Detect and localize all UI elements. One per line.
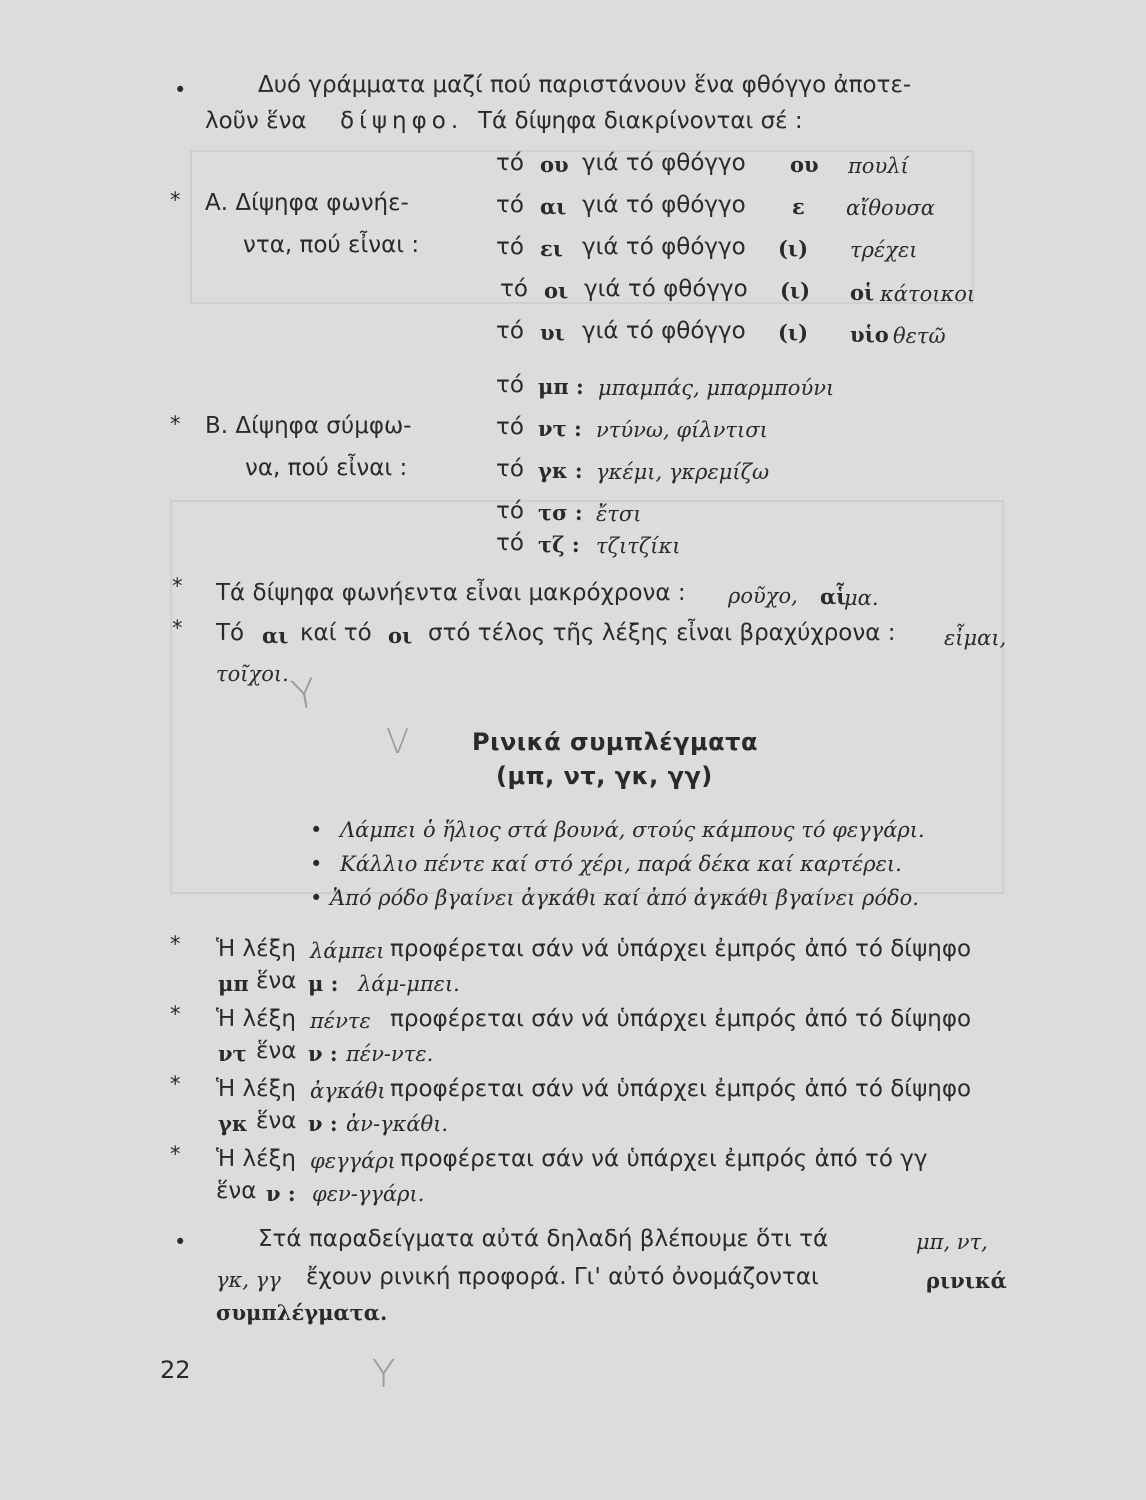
proverb: Ἀπό ρόδο βγαίνει ἀγκάθι καί ἀπό ἀγκάθι βγαίνει ρόδο. bbox=[330, 886, 919, 910]
note1-example: μα. bbox=[844, 586, 879, 610]
asterisk: * bbox=[170, 412, 181, 436]
bullet: • bbox=[310, 886, 323, 910]
page-number: 22 bbox=[160, 1356, 191, 1384]
section-subheading: (μπ, ντ, γκ, γγ) bbox=[496, 762, 713, 790]
asterisk: * bbox=[172, 616, 183, 640]
pencil-check-mark: V bbox=[386, 722, 410, 762]
bullet: • bbox=[310, 818, 323, 842]
proverb: Κάλλιο πέντε καί στό χέρι, παρά δέκα καί καρτέρει. bbox=[340, 852, 902, 876]
bullet: • bbox=[174, 78, 187, 102]
note1-example-bold: αἷ bbox=[820, 584, 847, 609]
proverb: Λάμπει ὁ ἥλιος στά βουνά, στούς κάμπους τό φεγγάρι. bbox=[340, 818, 925, 842]
asterisk: * bbox=[170, 188, 181, 212]
bullet: • bbox=[310, 852, 323, 876]
intro-line1: Δυό γράμματα μαζί πού παριστάνουν ἕνα φθόγγο ἀποτε- bbox=[258, 72, 912, 98]
intro-term-dipsifo: δίψηφο. bbox=[340, 108, 464, 134]
asterisk: * bbox=[172, 574, 183, 598]
consonants-label-line1: Β. Δίψηφα σύμφω- bbox=[205, 413, 412, 439]
note1-example: ροῦχο, bbox=[728, 584, 798, 608]
bullet: • bbox=[174, 1230, 187, 1254]
intro-line2-end: Τά δίψηφα διακρίνονται σέ : bbox=[478, 108, 803, 134]
pencil-check-mark: Y bbox=[372, 1352, 396, 1396]
conclusion-term: ρινικά bbox=[926, 1268, 1007, 1293]
note1-text: Τά δίψηφα φωνήεντα εἶναι μακρόχρονα : bbox=[216, 580, 686, 606]
conclusion-term: συμπλέγματα. bbox=[216, 1300, 388, 1325]
consonants-label-line2: να, πού εἶναι : bbox=[245, 455, 408, 481]
intro-line2-start: λοῦν ἕνα bbox=[205, 108, 307, 134]
book-page: • Δυό γράμματα μαζί πού παριστάνουν ἕνα φθόγγο ἀποτε- λοῦν ἕνα δίψηφο. Τά δίψηφα διακρίνονται σέ : * Α. Δίψηφα φωνήε- ντα, πού εἶναι : τό ου γιά τό φθόγγο ου πουλί τό αι γιά τό φθόγγο ε αἴθουσα τό ει γιά τό φθόγγο (ι) τρέχει τό οι γιά τό φθόγγο (ι) οἱ κάτοικοι τό υι γιά τό φθόγγο (ι) υἱο θετῶ * Β. Δίψηφα σύμφω- να, πού εἶναι : τό μπ : μπαμπάς, μπαρμπούνι τό ντ : ντύνω, φίλντισι τό γκ : γκέμι, γκρεμίζω τό τσ : ἔτσι τό τζ : τζιτζίκι * Τά δίψηφα φωνήεντα εἶναι μακρόχρονα : ροῦχο, αἷ μα. * Τό αι καί τό οι στό τέλος τῆς λέξης εἶναι βραχύχρονα : εἶμαι, τοῖχοι. Y V Ρινικά συμπλέγματα (μπ, ντ, γκ, γγ) • Λάμπει ὁ ἥλιος στά βουνά, στούς κάμπους τό φεγγάρι. • Κάλλιο πέντε καί στό χέρι, παρά δέκα καί καρτέρει. • Ἀπό ρόδο βγαίνει ἀγκάθι καί ἀπό ἀγκάθι βγαίνει ρόδο. * Ἡ λέξη λάμπει προφέρεται σάν νά ὑπάρχει ἐμπρός ἀπό τό δίψηφο μπ ἕνα μ : λάμ-μπει. * Ἡ λέξη πέντε προφέρεται σάν νά ὑπάρχει ἐμπρός ἀπό τό δίψηφο ντ ἕνα ν : πέν-ντε. * Ἡ λέξη ἀγκάθι προφέρεται σάν νά ὑπάρχει ἐμπρός ἀπό τό δίψηφο γκ ἕνα ν : ἀν-γκάθι. * Ἡ λέξη φεγγάρι προφέρεται σάν νά ὑπάρχει ἐμπρός ἀπό τό γγ ἕνα ν : φεν-γγάρι. • Στά παραδείγματα αὐτά δηλαδή βλέπουμε ὅτι τά μπ, ντ, γκ, γγ ἔχουν ρινική προφορά. Γι' αὐτό ὀνομάζονται ρινικά συμπλέγματα. 22 Y bbox=[160, 72, 1007, 1396]
conclusion-examples: μπ, ντ, bbox=[916, 1230, 988, 1254]
vowels-label-line2: ντα, πού εἶναι : bbox=[243, 232, 420, 258]
pencil-check-mark: Y bbox=[288, 670, 321, 720]
conclusion-examples: γκ, γγ bbox=[216, 1268, 281, 1292]
vowels-label-line1: Α. Δίψηφα φωνήε- bbox=[205, 190, 409, 216]
section-heading: Ρινικά συμπλέγματα bbox=[472, 728, 758, 756]
conclusion-line1: Στά παραδείγματα αὐτά δηλαδή βλέπουμε ὅτι τά bbox=[258, 1226, 829, 1252]
conclusion-line2: ἔχουν ρινική προφορά. Γι' αὐτό ὀνομάζονται bbox=[306, 1264, 819, 1290]
